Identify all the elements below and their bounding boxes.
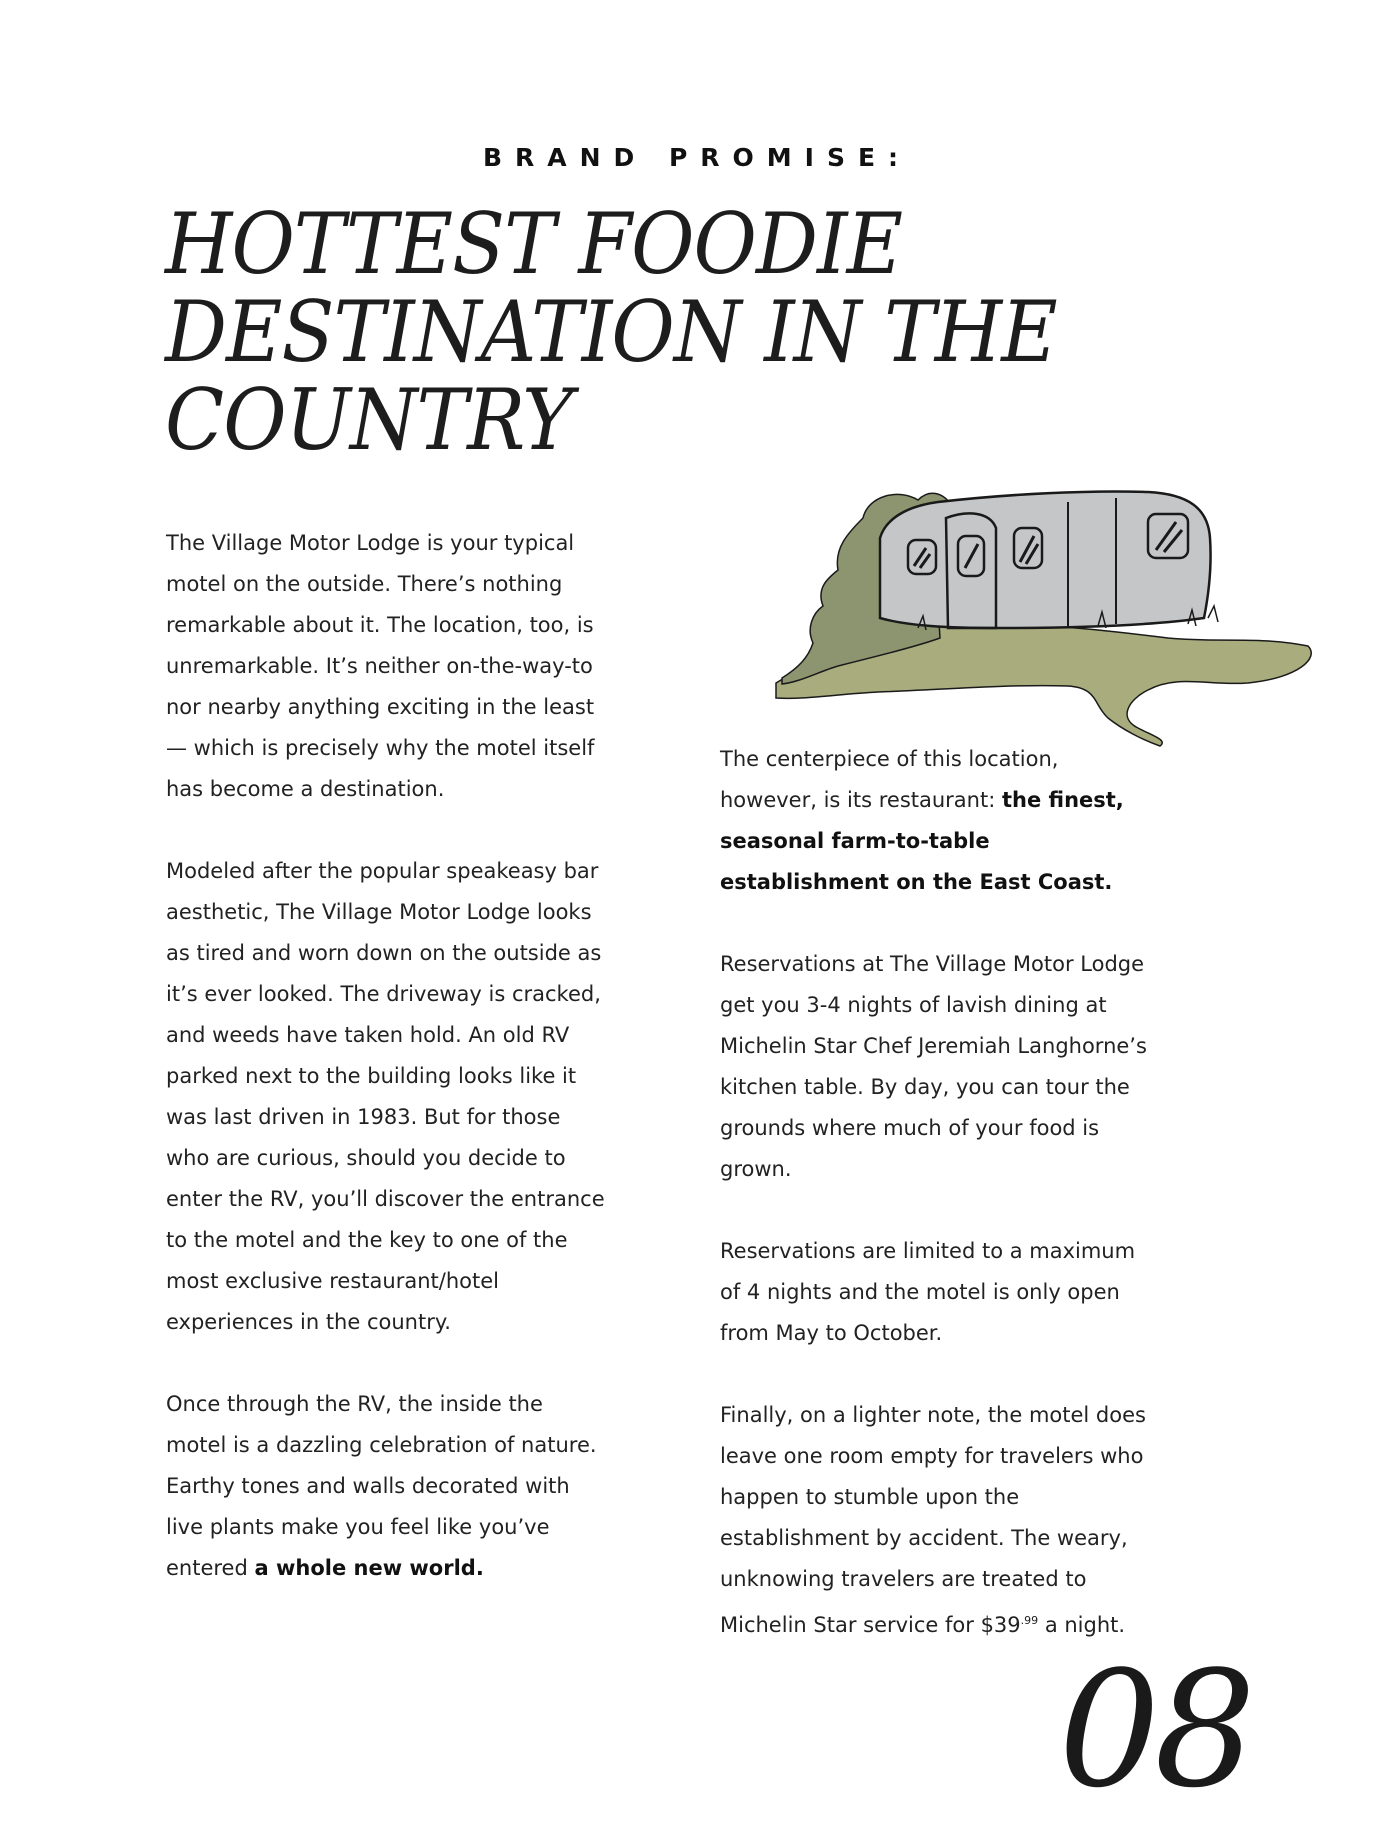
speakeasy-paragraph: Modeled after the popular speakeasy bar aesthetic, The Village Motor Lodge looks as tired and worn down on the outside as it’s ever looked. The driveway is cracked, and weeds have taken hold. An old RV parked next to the building looks like it was last driven in 1983. But for those who are curious, should you decide to enter the RV, you’ll discover the entrance to the motel and the key to one of the most exclusive restaurant/hotel experiences in the country. [166,859,605,1334]
lighter-note-end: a night. [1038,1613,1126,1637]
centerpiece-paragraph-text: The centerpiece of this location, however, is its restaurant: [720,747,1059,812]
reservations-paragraph: Reservations at The Village Motor Lodge get you 3-4 nights of lavish dining at Michelin Star Chef Jeremiah Langhorne’s kitchen table. By day, you can tour the grounds where much of your food is grown. [720,952,1147,1181]
right-column [720,739,1160,1687]
interior-paragraph-emphasis: a whole new world. [254,1556,484,1580]
centerpiece-paragraph [720,739,1160,903]
centerpiece-paragraph-emphasis: the finest, seasonal farm-to-table establishment on the East Coast. [720,788,1124,894]
interior-paragraph-text: Once through the RV, the inside the motel is a dazzling celebration of nature. Earthy tones and walls decorated with live plants make you feel like you’ve entered [166,1392,597,1580]
page-headline: HOTTEST FOODIE DESTINATION IN THE COUNTRY [165,195,1057,469]
intro-paragraph: The Village Motor Lodge is your typical motel on the outside. There’s nothing remarkable about it. The location, too, is unremarkable. It’s neither on-the-way-to nor nearby anything exciting in the least — which is precisely why the motel itself has become a destination. [166,531,595,801]
price-cents: .99 [1020,1614,1039,1627]
section-kicker: BRAND PROMISE: [482,143,912,172]
left-column [166,523,606,1630]
limits-paragraph: Reservations are limited to a maximum of 4 nights and the motel is only open from May to October. [720,1239,1136,1345]
lighter-note-text: Finally, on a lighter note, the motel does leave one room empty for travelers who happen to stumble upon the establishment by accident. The weary, unknowing travelers are treated to Michelin Star service for $39 [720,1403,1146,1637]
rv-window-3 [1148,514,1188,558]
lighter-note-paragraph [720,1395,1160,1646]
interior-paragraph [166,1384,606,1589]
rv-window-1 [908,540,936,574]
rv-trailer-illustration [768,478,1316,750]
page-number: 08 [1058,1636,1250,1823]
